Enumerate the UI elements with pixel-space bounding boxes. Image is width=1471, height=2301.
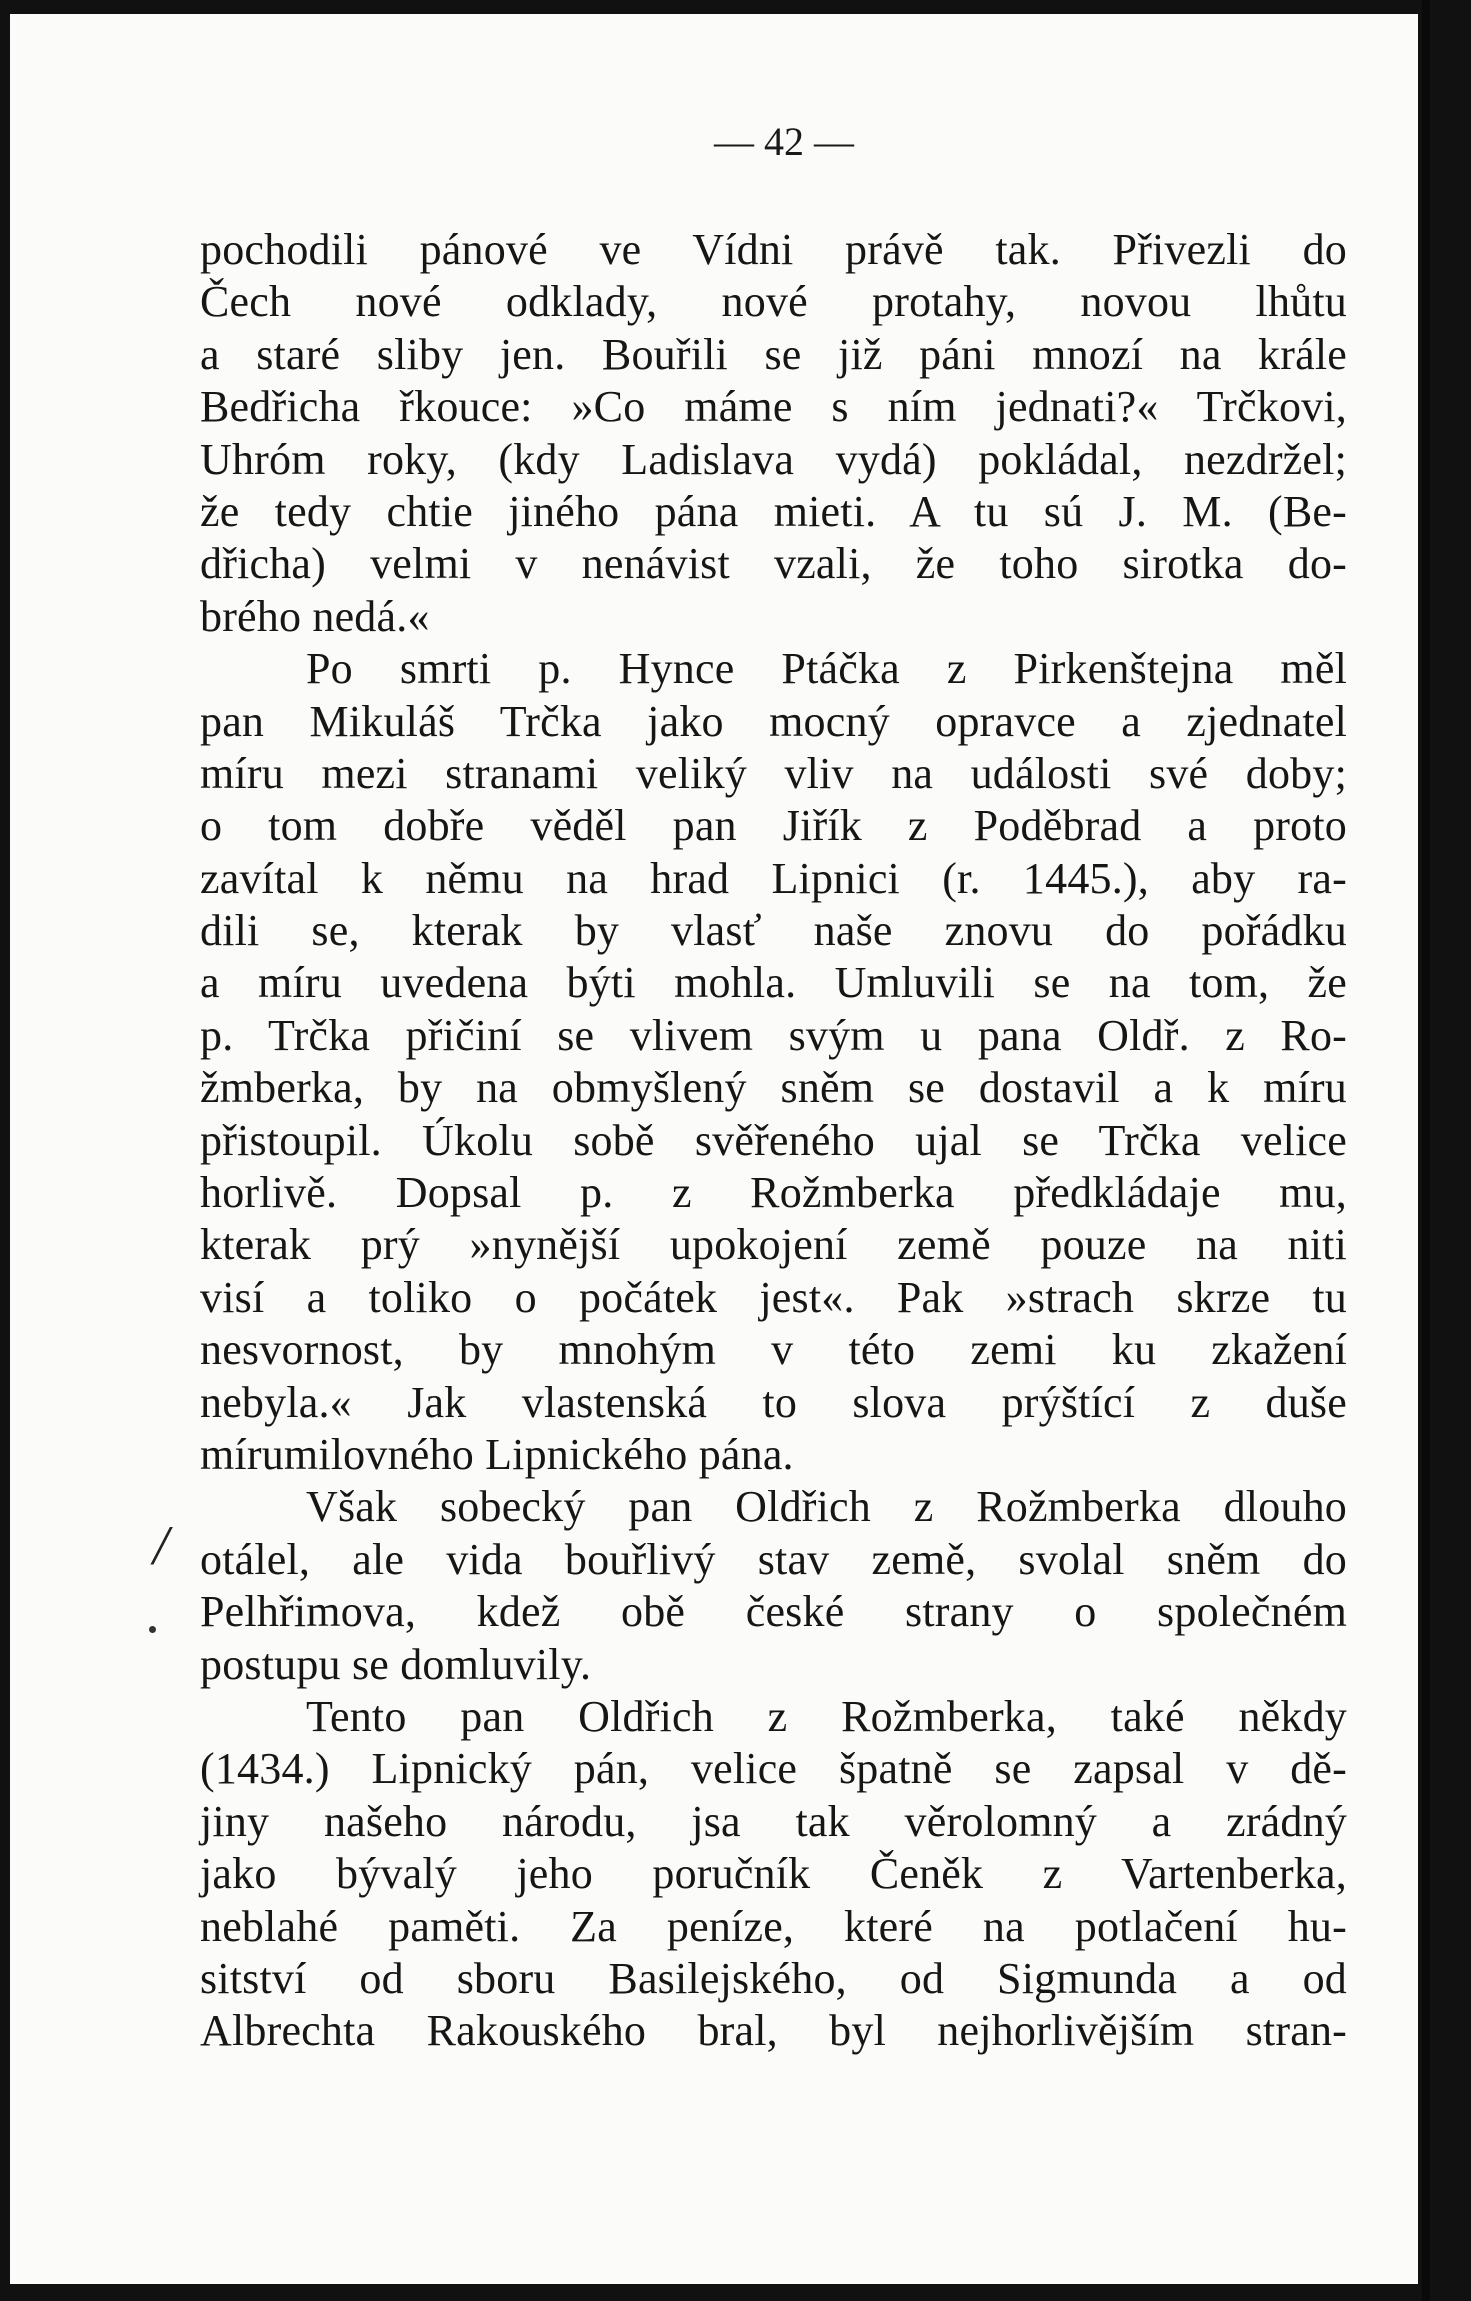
text-line: nebyla.« Jak vlastenská to slova prýštící z duše	[200, 1377, 1347, 1427]
text-line: pochodili pánové ve Vídni právě tak. Přivezli do	[200, 225, 1347, 274]
text-line: jako bývalý jeho poručník Čeněk z Vartenberka,	[200, 1849, 1347, 1899]
text-line: postupu se domluvily.	[200, 1639, 592, 1689]
text-line: Pelhřimova, kdež obě české strany o společném	[200, 1587, 1347, 1637]
text-line: visí a toliko o počátek jest«. Pak »strach skrze tu	[200, 1272, 1347, 1322]
text-line: horlivě. Dopsal p. z Rožmberka předkládaje mu,	[200, 1168, 1347, 1218]
text-line: a míru uvedena býti mohla. Umluvili se na tom, že	[200, 958, 1347, 1008]
paragraph-start-line: Tento pan Oldřich z Rožmberka, také někdy	[306, 1691, 1347, 1741]
text-line: nesvornost, by mnohým v této zemi ku zkažení	[200, 1325, 1347, 1375]
margin-slash-mark: /	[153, 1515, 169, 1577]
text-line: že tedy chtie jiného pána mieti. A tu sú J. M. (Be-	[200, 486, 1347, 536]
text-line: neblahé paměti. Za peníze, které na potlačení hu-	[200, 1901, 1347, 1951]
text-line: Bedřicha řkouce: »Co máme s ním jednati?« Trčkovi,	[200, 382, 1347, 432]
text-line: mírumilovného Lipnického pána.	[200, 1429, 794, 1479]
text-line: otálel, ale vida bouřlivý stav země, svolal sněm do	[200, 1534, 1347, 1584]
text-line: brého nedá.«	[200, 591, 430, 641]
text-line: a staré sliby jen. Bouřili se již páni mnozí na krále	[200, 329, 1347, 379]
text-line: o tom dobře věděl pan Jiřík z Poděbrad a proto	[200, 801, 1347, 851]
text-line: žmberka, by na obmyšlený sněm se dostavil a k míru	[200, 1063, 1347, 1113]
book-page	[10, 14, 1418, 2284]
text-line: (1434.) Lipnický pán, velice špatně se zapsal v dě-	[200, 1744, 1347, 1794]
text-line: p. Trčka přičiní se vlivem svým u pana Oldř. z Ro-	[200, 1010, 1347, 1060]
paragraph-start-line: Však sobecký pan Oldřich z Rožmberka dlouho	[306, 1482, 1347, 1532]
text-line: Albrechta Rakouského bral, byl nejhorlivějším stran-	[200, 2006, 1347, 2056]
text-line: míru mezi stranami veliký vliv na události své doby;	[200, 748, 1347, 798]
page-number: — 42 —	[714, 119, 854, 164]
text-line: jiny našeho národu, jsa tak věrolomný a zrádný	[200, 1796, 1347, 1846]
body-text	[200, 224, 1347, 2058]
text-line: zavítal k němu na hrad Lipnici (r. 1445.), aby ra-	[200, 853, 1347, 903]
margin-dot-mark	[149, 1626, 156, 1633]
page-edge-shadow	[1422, 0, 1430, 2301]
text-line: přistoupil. Úkolu sobě svěřeného ujal se Trčka velice	[200, 1115, 1347, 1165]
text-line: pan Mikuláš Trčka jako mocný opravce a zjednatel	[200, 696, 1347, 746]
text-line: Uhróm roky, (kdy Ladislava vydá) pokládal, nezdržel;	[200, 434, 1347, 484]
text-line: dřicha) velmi v nenávist vzali, že toho sirotka do-	[200, 539, 1347, 589]
text-line: dili se, kterak by vlasť naše znovu do pořádku	[200, 906, 1347, 956]
text-line: Čech nové odklady, nové protahy, novou lhůtu	[200, 277, 1347, 327]
text-line: kterak prý »nynější upokojení země pouze na niti	[200, 1220, 1347, 1270]
paragraph-start-line: Po smrti p. Hynce Ptáčka z Pirkenštejna měl	[306, 644, 1347, 694]
text-line: sitství od sboru Basilejského, od Sigmunda a od	[200, 1953, 1347, 2003]
